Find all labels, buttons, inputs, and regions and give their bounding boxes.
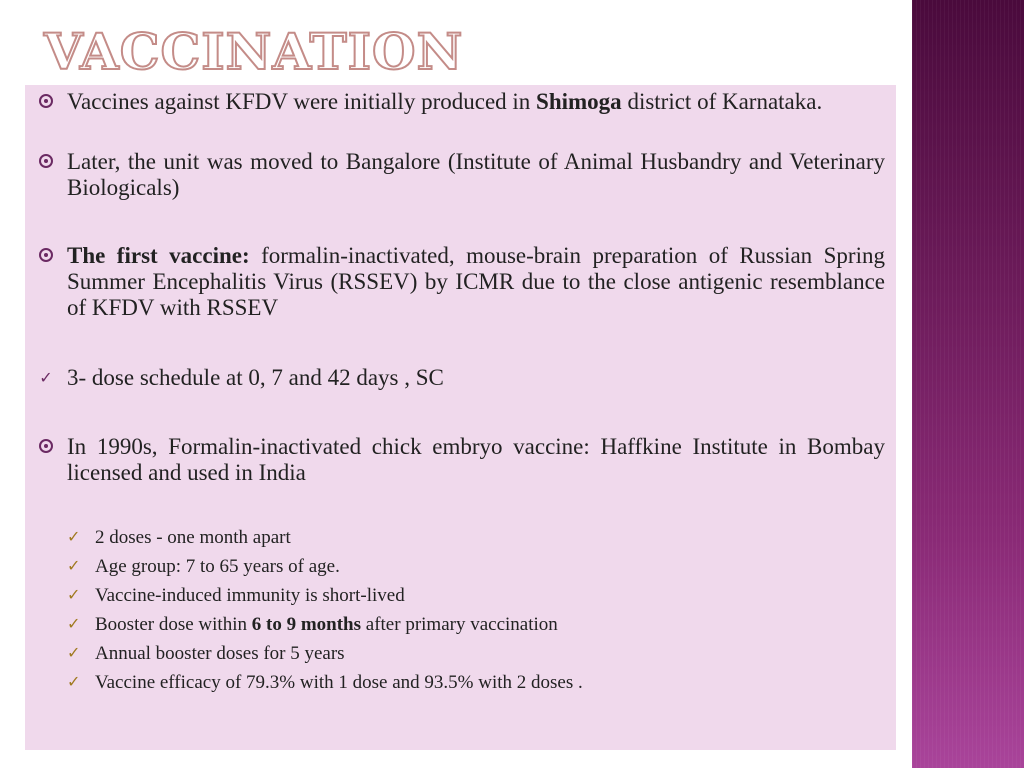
checkmark-icon: ✓ xyxy=(39,370,53,387)
sub-bullet-text: Vaccine efficacy of 79.3% with 1 dose and 93.5% with 2 doses . xyxy=(95,672,583,693)
bullet-text: 3- dose schedule at 0, 7 and 42 days , SC xyxy=(67,365,444,390)
bullet-item xyxy=(25,365,885,391)
sub-bullet-item xyxy=(25,527,885,549)
sub-bullet-item xyxy=(25,672,885,694)
sub-bullet-text: Booster dose within 6 to 9 months after primary vaccination xyxy=(95,614,558,635)
target-bullet-icon xyxy=(39,154,53,168)
sub-bullet-item xyxy=(25,614,885,636)
content-box xyxy=(25,85,896,750)
checkmark-icon: ✓ xyxy=(67,674,81,691)
checkmark-icon: ✓ xyxy=(67,558,81,575)
checkmark-icon: ✓ xyxy=(67,587,81,604)
sub-bullet-text: Vaccine-induced immunity is short-lived xyxy=(95,585,405,606)
sub-bullet-item xyxy=(25,556,885,578)
sub-bullet-text: Age group: 7 to 65 years of age. xyxy=(95,556,340,577)
bullet-item xyxy=(25,89,885,115)
checkmark-icon: ✓ xyxy=(67,645,81,662)
sub-bullet-text: 2 doses - one month apart xyxy=(95,527,291,548)
bullet-item xyxy=(25,243,885,321)
bullet-text: In 1990s, Formalin-inactivated chick embryo vaccine: Haffkine Institute in Bombay licensed and used in India xyxy=(67,434,885,485)
bullet-item xyxy=(25,434,885,486)
bullet-item xyxy=(25,149,885,201)
target-bullet-icon xyxy=(39,248,53,262)
sub-bullet-text: Annual booster doses for 5 years xyxy=(95,643,345,664)
sub-bullet-item xyxy=(25,643,885,665)
bullet-text: Later, the unit was moved to Bangalore (Institute of Animal Husbandry and Veterinary Biologicals) xyxy=(67,149,885,200)
checkmark-icon: ✓ xyxy=(67,616,81,633)
decorative-side-band xyxy=(912,0,1024,768)
slide-title: VACCINATION xyxy=(44,22,464,81)
target-bullet-icon xyxy=(39,439,53,453)
bullet-text: The first vaccine: formalin-inactivated, mouse-brain preparation of Russian Spring Summer Encephalitis Virus (RSSEV) by ICMR due to the close antigenic resemblance of KFDV with RSSEV xyxy=(67,243,885,320)
sub-bullet-item xyxy=(25,585,885,607)
target-bullet-icon xyxy=(39,94,53,108)
bullet-text: Vaccines against KFDV were initially produced in Shimoga district of Karnataka. xyxy=(67,89,823,114)
checkmark-icon: ✓ xyxy=(67,529,81,546)
